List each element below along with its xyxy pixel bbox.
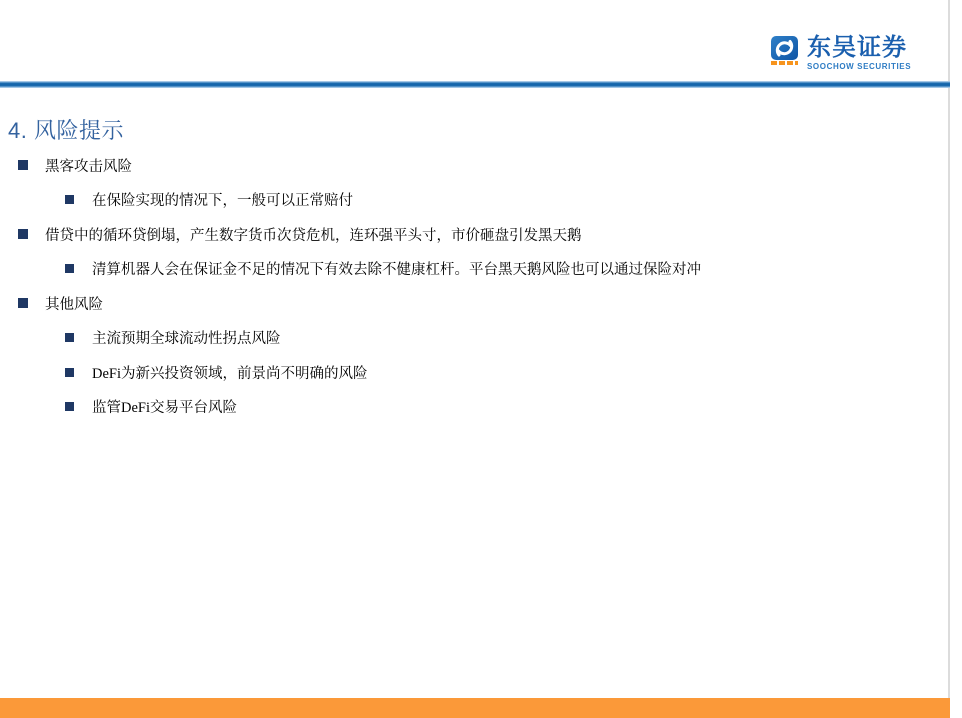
bullet-square-icon [65,264,74,273]
bullet-square-icon [18,229,28,239]
bullet-item [0,258,940,280]
logo-cn-name: 东吴证券 [807,34,907,61]
bullet-item [0,396,940,418]
bullet-item [0,223,940,245]
logo-caption-marks [771,61,798,65]
bullet-item [0,292,940,314]
bullet-item [0,327,940,349]
page-title: 4. 风险提示 [8,118,124,143]
header-divider-line [0,81,950,88]
bullet-text: DeFi为新兴投资领域，前景尚不明确的风险 [92,365,368,382]
bullet-item [0,154,940,176]
bullet-item [0,361,940,383]
logo-en-name: SOOCHOW SECURITIES [807,62,912,71]
bullet-text: 监管DeFi交易平台风险 [92,400,237,416]
bullet-text: 黑客攻击风险 [45,158,132,175]
bullet-square-icon [65,368,74,377]
bullet-text: 主流预期全球流动性拐点风险 [92,331,281,347]
bullet-text: 在保险实现的情况下，一般可以正常赔付 [92,193,353,209]
company-logo [771,36,911,71]
soochow-swirl-icon [771,36,798,66]
bullet-text: 借贷中的循环贷倒塌，产生数字货币次贷危机，连环强平头寸，市价砸盘引发黑天鹅 [45,227,582,244]
bullet-item [0,189,940,211]
bullet-text: 其他风险 [45,296,103,313]
footer-accent-bar [0,698,950,718]
bullet-square-icon [65,402,74,411]
bullet-square-icon [18,298,28,308]
bullet-text: 清算机器人会在保证金不足的情况下有效去除不健康杠杆。平台黑天鹅风险也可以通过保险对冲 [92,262,701,278]
bullet-square-icon [65,333,74,342]
bullet-square-icon [65,195,74,204]
bullet-square-icon [18,160,28,170]
bullet-list [0,154,940,430]
